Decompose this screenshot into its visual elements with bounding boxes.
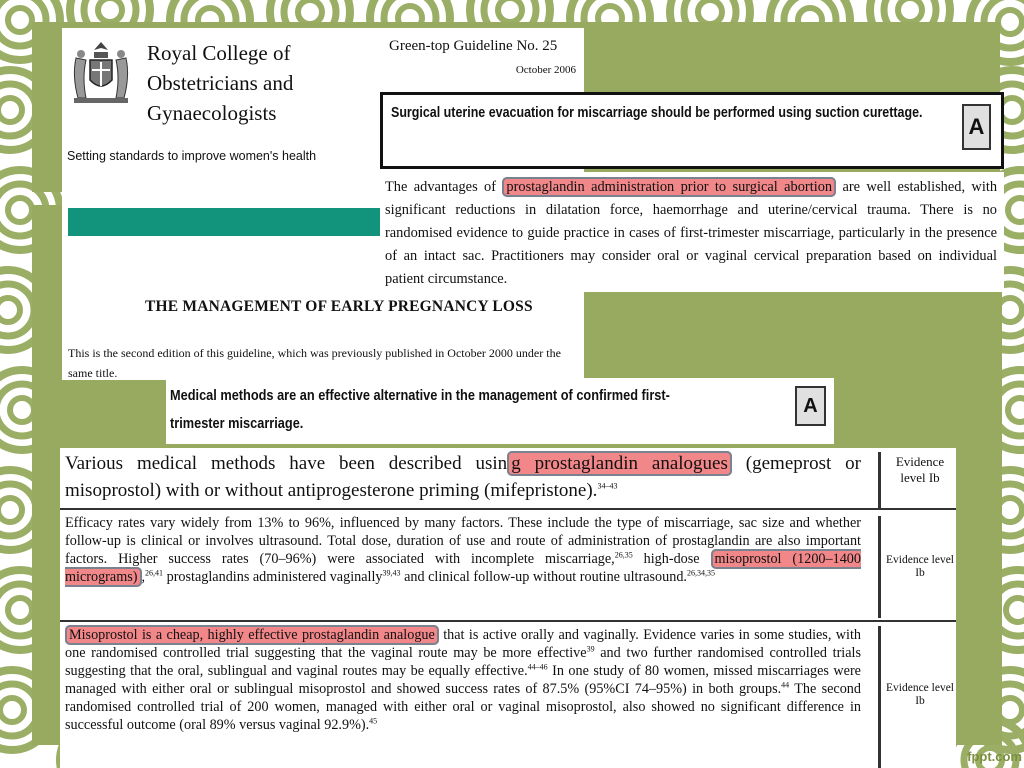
text-run: The second randomised controlled trial of 200 women, managed with either oral or vaginal misoprostol, also showed no significant difference in successful outcome (oral 89% versus vaginal 92.9%). xyxy=(65,681,861,733)
college-tagline: Setting standards to improve women's health xyxy=(67,149,317,163)
column-divider xyxy=(878,626,881,768)
citation: 26,34,35 xyxy=(686,568,715,578)
text-run: and two further randomised controlled trials suggesting that the oral, sublingual and vaginal routes may be equally effective. xyxy=(65,645,861,679)
evidence-level-label: Evidence level Ib xyxy=(895,454,945,485)
evidence-text xyxy=(65,626,861,734)
teal-divider-bar xyxy=(68,208,386,236)
highlighted-phrase: misoprostol (1200–1400 micrograms) xyxy=(65,551,861,585)
recommendation-text: Medical methods are an effective alternative in the management of confirmed first-trimester miscarriage. xyxy=(170,388,670,432)
highlighted-phrase: prostaglandin administration prior to surgical abortion xyxy=(502,177,836,197)
text-run: that is active orally and vaginally. Evidence varies in some studies, with one randomised controlled trial suggesting that the vaginal route may be more effective xyxy=(65,627,862,661)
citation: 39,43 xyxy=(382,568,401,578)
college-name-line: Royal College of xyxy=(147,41,291,65)
evidence-text xyxy=(65,450,861,504)
citation: 39 xyxy=(586,644,595,654)
text-run: Various medical methods have been described usin xyxy=(65,453,508,474)
citation: 34–43 xyxy=(597,481,618,491)
template-watermark: fppt.com xyxy=(967,749,1022,764)
evidence-level-label: Evidence level Ib xyxy=(886,554,955,579)
college-name-line: Obstetricians and xyxy=(147,71,294,95)
citation: 26,41 xyxy=(145,568,164,578)
evidence-row xyxy=(60,512,956,622)
evidence-row xyxy=(60,624,956,768)
text-run: prostaglandins administered vaginally xyxy=(163,569,383,585)
recommendation-box-surgical xyxy=(380,92,1004,169)
text-run: and clinical follow-up without routine ultrasound. xyxy=(400,569,687,585)
recommendation-box-medical xyxy=(166,378,834,444)
text-run: high-dose xyxy=(632,551,711,567)
citation: 44 xyxy=(781,680,790,690)
guideline-title: THE MANAGEMENT OF EARLY PREGNANCY LOSS xyxy=(145,298,533,315)
citation: 44–46 xyxy=(527,662,548,672)
grade-badge: A xyxy=(795,386,826,426)
edition-note: This is the second edition of this guideline, which was previously published in October 2000 under the same title. xyxy=(68,346,561,380)
college-name-line: Gynaecologists xyxy=(147,101,277,125)
evidence-text: Efficacy rates vary widely from 13% to 96%, influenced by many factors. These include the type of miscarriage, sac size and whether follow-up is clinical or involves ultrasound. Total dose, duration of use and route of administration of prostaglandin are also important factors. Higher success rates (70–96%) were associated with incomplete miscarriage,$^{26,35}$ high-dose misoprostol (1200–1400 micrograms) ,$^{26,41}$ prostaglandins administered vaginally$^{39,43}$ and clinical follow-up without routine ultrasound.$^{26,34,35}$ xyxy=(65,515,861,585)
recommendation-text: Surgical uterine evacuation for miscarriage should be performed using suction curettage. xyxy=(391,105,923,121)
evidence-row xyxy=(60,448,956,510)
evidence-table xyxy=(60,448,956,768)
highlighted-phrase: g prostaglandin analogues xyxy=(507,451,732,476)
text-run: In one study of 80 women, missed miscarriages were managed with either oral or sublingual misoprostol and showed success rates of 87.5% (95%CI 74–95%) in both groups. xyxy=(65,663,861,697)
column-divider xyxy=(878,452,881,508)
guideline-number: Green-top Guideline No. 25 xyxy=(389,38,558,54)
evidence-level-label: Evidence level Ib xyxy=(886,682,955,707)
advantages-paragraph xyxy=(385,176,997,291)
highlighted-phrase: Misoprostol is a cheap, highly effective prostaglandin analogue xyxy=(65,625,439,645)
text-run: (gemeprost or misoprostol) with or without antiprogesterone priming (mifepristone). xyxy=(65,453,861,501)
guideline-date: October 2006 xyxy=(515,64,576,76)
grade-badge: A xyxy=(962,104,991,150)
text-run: are well established, with significant reductions in dilatation force, haemorrhage and uterine/cervical trauma. There is no randomised evidence to guide practice in cases of first-trimester miscarriage, particularly in the presence of an intact sac. Practitioners may consider oral or vaginal cervical preparation based on individual patient circumstance. xyxy=(385,179,998,287)
column-divider xyxy=(878,516,881,618)
text-run: The advantages of xyxy=(385,179,503,195)
citation: 45 xyxy=(369,716,378,726)
citation: 26,35 xyxy=(614,550,633,560)
text-run: Efficacy rates vary widely from 13% to 96%, influenced by many factors. These include the type of miscarriage, sac size and whether follow-up is clinical or involves ultrasound. Total dose, duration of use and route of administration of prostaglandin are also important factors. Higher success rates (70–96%) were associated with incomplete miscarriage, xyxy=(65,515,861,567)
advantages-paragraph-snippet xyxy=(380,172,1004,292)
college-name xyxy=(147,38,347,128)
rcog-crest-icon xyxy=(70,36,132,108)
